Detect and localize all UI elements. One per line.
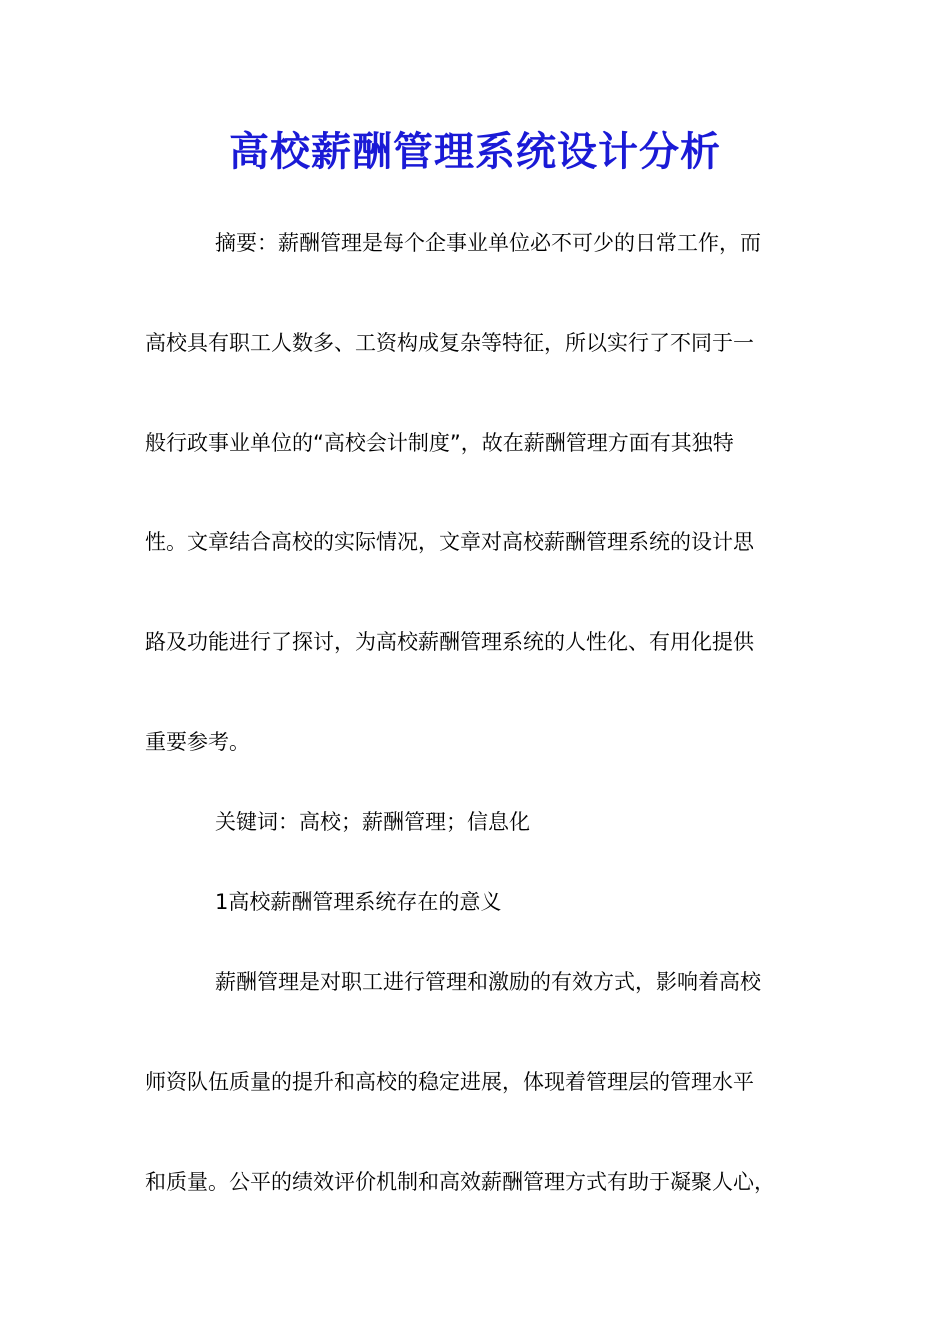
abstract-line-2: 高校具有职工人数多、工资构成复杂等特征，所以实行了不同于一	[145, 331, 754, 355]
abstract-line-4: 性。文章结合高校的实际情况，文章对高校薪酬管理系统的设计思	[145, 530, 754, 554]
abstract-line-3: 般行政事业单位的“高校会计制度”，故在薪酬管理方面有其独特	[145, 431, 734, 455]
document-title: 高校薪酬管理系统设计分析	[229, 128, 721, 175]
body-line-1: 薪酬管理是对职工进行管理和激励的有效方式，影响着高校	[215, 970, 761, 994]
keywords-line: 关键词：高校；薪酬管理；信息化	[215, 810, 530, 834]
abstract-line-6: 重要参考。	[145, 730, 250, 754]
section-heading-1: 1高校薪酬管理系统存在的意义	[215, 890, 502, 914]
abstract-line-5: 路及功能进行了探讨，为高校薪酬管理系统的人性化、有用化提供	[145, 630, 754, 654]
body-line-2: 师资队伍质量的提升和高校的稳定进展，体现着管理层的管理水平	[145, 1070, 754, 1094]
abstract-line-1: 摘要：薪酬管理是每个企事业单位必不可少的日常工作，而	[215, 231, 761, 255]
body-line-3: 和质量。公平的绩效评价机制和高效薪酬管理方式有助于凝聚人心，	[145, 1170, 775, 1194]
